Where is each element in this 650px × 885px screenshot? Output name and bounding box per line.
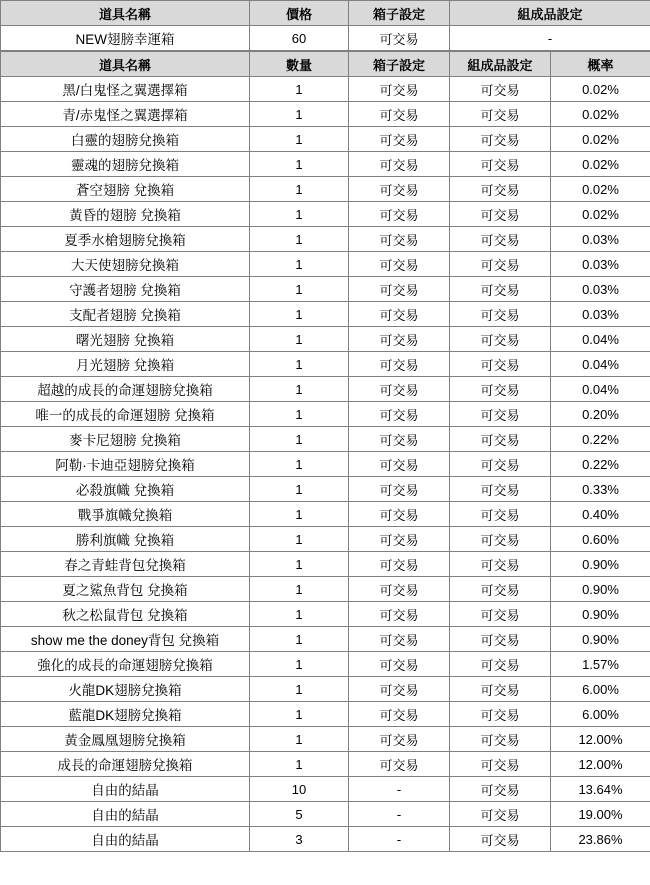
item-box-setting-cell: 可交易: [349, 402, 450, 427]
item-box-setting-cell: 可交易: [349, 427, 450, 452]
summary-column-header-3: 組成品設定: [450, 1, 650, 26]
item-quantity-cell: 1: [250, 327, 349, 352]
item-quantity-cell: 1: [250, 502, 349, 527]
table-row: [1, 627, 650, 652]
item-rate-cell: 0.33%: [551, 477, 650, 502]
item-rate-cell: 0.02%: [551, 202, 650, 227]
item-part-setting-cell: 可交易: [450, 427, 551, 452]
item-part-setting-cell: 可交易: [450, 477, 551, 502]
table-row: [1, 227, 650, 252]
drop-table-header-row: [1, 52, 650, 77]
item-quantity-cell: 1: [250, 677, 349, 702]
table-row: [1, 177, 650, 202]
item-part-setting-cell: 可交易: [450, 527, 551, 552]
item-name-cell: 大天使翅膀兌換箱: [1, 252, 250, 277]
table-row: [1, 452, 650, 477]
item-box-setting-cell: -: [349, 777, 450, 802]
item-summary-table: [0, 0, 650, 51]
summary-item-box-setting: 可交易: [349, 26, 450, 51]
item-rate-cell: 0.03%: [551, 277, 650, 302]
table-row: [1, 602, 650, 627]
item-box-setting-cell: 可交易: [349, 552, 450, 577]
item-name-cell: 勝利旗幟 兌換箱: [1, 527, 250, 552]
item-box-setting-cell: 可交易: [349, 602, 450, 627]
item-quantity-cell: 3: [250, 827, 349, 852]
item-quantity-cell: 1: [250, 102, 349, 127]
item-part-setting-cell: 可交易: [450, 452, 551, 477]
item-part-setting-cell: 可交易: [450, 102, 551, 127]
item-box-setting-cell: 可交易: [349, 252, 450, 277]
item-box-setting-cell: 可交易: [349, 102, 450, 127]
item-part-setting-cell: 可交易: [450, 302, 551, 327]
item-name-cell: 守護者翅膀 兌換箱: [1, 277, 250, 302]
item-box-setting-cell: 可交易: [349, 352, 450, 377]
item-part-setting-cell: 可交易: [450, 352, 551, 377]
item-name-cell: 曙光翅膀 兌換箱: [1, 327, 250, 352]
item-quantity-cell: 1: [250, 77, 349, 102]
table-row: [1, 277, 650, 302]
item-box-setting-cell: 可交易: [349, 227, 450, 252]
table-row: [1, 827, 650, 852]
item-quantity-cell: 5: [250, 802, 349, 827]
item-box-setting-cell: 可交易: [349, 477, 450, 502]
table-row: [1, 77, 650, 102]
table-row: [1, 102, 650, 127]
item-name-cell: 秋之松鼠背包 兌換箱: [1, 602, 250, 627]
item-part-setting-cell: 可交易: [450, 802, 551, 827]
table-row: [1, 127, 650, 152]
summary-item-part-setting: -: [450, 26, 650, 51]
table-row: [1, 202, 650, 227]
item-box-setting-cell: 可交易: [349, 327, 450, 352]
item-name-cell: 自由的結晶: [1, 802, 250, 827]
item-quantity-cell: 1: [250, 652, 349, 677]
item-quantity-cell: 1: [250, 402, 349, 427]
item-name-cell: 夏季水槍翅膀兌換箱: [1, 227, 250, 252]
table-row: [1, 352, 650, 377]
item-box-setting-cell: 可交易: [349, 302, 450, 327]
item-name-cell: 黃昏的翅膀 兌換箱: [1, 202, 250, 227]
item-rate-cell: 0.90%: [551, 602, 650, 627]
item-rate-cell: 6.00%: [551, 677, 650, 702]
table-row: [1, 552, 650, 577]
table-row: [1, 377, 650, 402]
item-rate-cell: 0.02%: [551, 77, 650, 102]
summary-item-price: 60: [250, 26, 349, 51]
item-name-cell: 阿勒·卡迪亞翅膀兌換箱: [1, 452, 250, 477]
item-rate-cell: 0.04%: [551, 377, 650, 402]
item-quantity-cell: 10: [250, 777, 349, 802]
item-part-setting-cell: 可交易: [450, 502, 551, 527]
item-part-setting-cell: 可交易: [450, 602, 551, 627]
item-rate-cell: 0.02%: [551, 102, 650, 127]
item-part-setting-cell: 可交易: [450, 552, 551, 577]
item-box-setting-cell: 可交易: [349, 177, 450, 202]
item-name-cell: 黑/白鬼怪之翼選擇箱: [1, 77, 250, 102]
item-name-cell: 青/赤鬼怪之翼選擇箱: [1, 102, 250, 127]
item-quantity-cell: 1: [250, 752, 349, 777]
item-name-cell: 超越的成長的命運翅膀兌換箱: [1, 377, 250, 402]
item-rate-cell: 0.90%: [551, 627, 650, 652]
table-row: [1, 427, 650, 452]
item-box-setting-cell: -: [349, 802, 450, 827]
item-quantity-cell: 1: [250, 627, 349, 652]
item-name-cell: 戰爭旗幟兌換箱: [1, 502, 250, 527]
item-box-setting-cell: 可交易: [349, 377, 450, 402]
item-box-setting-cell: 可交易: [349, 452, 450, 477]
item-quantity-cell: 1: [250, 477, 349, 502]
item-quantity-cell: 1: [250, 702, 349, 727]
item-rate-cell: 1.57%: [551, 652, 650, 677]
item-box-setting-cell: 可交易: [349, 127, 450, 152]
item-name-cell: 蒼空翅膀 兌換箱: [1, 177, 250, 202]
item-part-setting-cell: 可交易: [450, 777, 551, 802]
item-name-cell: 火龍DK翅膀兌換箱: [1, 677, 250, 702]
item-part-setting-cell: 可交易: [450, 652, 551, 677]
table-row: [1, 502, 650, 527]
table-row: [1, 777, 650, 802]
item-quantity-cell: 1: [250, 427, 349, 452]
item-quantity-cell: 1: [250, 302, 349, 327]
item-box-setting-cell: 可交易: [349, 77, 450, 102]
item-rate-cell: 23.86%: [551, 827, 650, 852]
item-rate-cell: 0.90%: [551, 552, 650, 577]
item-part-setting-cell: 可交易: [450, 252, 551, 277]
item-quantity-cell: 1: [250, 277, 349, 302]
item-rate-cell: 0.60%: [551, 527, 650, 552]
item-rate-cell: 0.02%: [551, 152, 650, 177]
item-box-setting-cell: 可交易: [349, 727, 450, 752]
table-row: [1, 727, 650, 752]
item-rate-cell: 0.22%: [551, 452, 650, 477]
item-quantity-cell: 1: [250, 452, 349, 477]
item-name-cell: 夏之鯊魚背包 兌換箱: [1, 577, 250, 602]
item-box-setting-cell: 可交易: [349, 652, 450, 677]
item-part-setting-cell: 可交易: [450, 677, 551, 702]
table-row: [1, 702, 650, 727]
item-box-setting-cell: 可交易: [349, 277, 450, 302]
summary-column-header-0: 道具名稱: [1, 1, 250, 26]
table-row: [1, 652, 650, 677]
item-name-cell: 唯一的成長的命運翅膀 兌換箱: [1, 402, 250, 427]
drop-column-header-2: 箱子設定: [349, 52, 450, 77]
item-name-cell: 必殺旗幟 兌換箱: [1, 477, 250, 502]
item-name-cell: 成長的命運翅膀兌換箱: [1, 752, 250, 777]
item-quantity-cell: 1: [250, 352, 349, 377]
item-part-setting-cell: 可交易: [450, 577, 551, 602]
item-rate-cell: 13.64%: [551, 777, 650, 802]
item-quantity-cell: 1: [250, 227, 349, 252]
item-box-setting-cell: 可交易: [349, 752, 450, 777]
item-name-cell: 白靈的翅膀兌換箱: [1, 127, 250, 152]
item-quantity-cell: 1: [250, 527, 349, 552]
item-quantity-cell: 1: [250, 152, 349, 177]
item-rate-cell: 0.90%: [551, 577, 650, 602]
drop-column-header-3: 組成品設定: [450, 52, 551, 77]
item-box-setting-cell: -: [349, 827, 450, 852]
item-part-setting-cell: 可交易: [450, 227, 551, 252]
item-name-cell: 支配者翅膀 兌換箱: [1, 302, 250, 327]
item-name-cell: 黃金鳳凰翅膀兌換箱: [1, 727, 250, 752]
item-name-cell: show me the doney背包 兌換箱: [1, 627, 250, 652]
item-box-setting-cell: 可交易: [349, 627, 450, 652]
item-quantity-cell: 1: [250, 377, 349, 402]
item-part-setting-cell: 可交易: [450, 77, 551, 102]
item-box-setting-cell: 可交易: [349, 527, 450, 552]
item-rate-cell: 0.03%: [551, 252, 650, 277]
drop-column-header-1: 數量: [250, 52, 349, 77]
item-part-setting-cell: 可交易: [450, 177, 551, 202]
item-rate-cell: 0.03%: [551, 227, 650, 252]
summary-column-header-2: 箱子設定: [349, 1, 450, 26]
item-quantity-cell: 1: [250, 127, 349, 152]
item-rate-cell: 12.00%: [551, 752, 650, 777]
item-part-setting-cell: 可交易: [450, 627, 551, 652]
item-rate-cell: 0.02%: [551, 177, 650, 202]
table-row: [1, 402, 650, 427]
drop-rate-table: [0, 51, 650, 852]
item-part-setting-cell: 可交易: [450, 277, 551, 302]
item-name-cell: 月光翅膀 兌換箱: [1, 352, 250, 377]
item-rate-cell: 0.04%: [551, 327, 650, 352]
item-quantity-cell: 1: [250, 202, 349, 227]
table-row: [1, 752, 650, 777]
item-name-cell: 麥卡尼翅膀 兌換箱: [1, 427, 250, 452]
table-row: [1, 327, 650, 352]
summary-item-name: NEW翅膀幸運箱: [1, 26, 250, 51]
item-name-cell: 靈魂的翅膀兌換箱: [1, 152, 250, 177]
item-part-setting-cell: 可交易: [450, 727, 551, 752]
item-quantity-cell: 1: [250, 577, 349, 602]
item-box-setting-cell: 可交易: [349, 502, 450, 527]
item-rate-cell: 0.22%: [551, 427, 650, 452]
item-part-setting-cell: 可交易: [450, 827, 551, 852]
item-part-setting-cell: 可交易: [450, 327, 551, 352]
table-row: [1, 302, 650, 327]
item-quantity-cell: 1: [250, 177, 349, 202]
item-box-setting-cell: 可交易: [349, 702, 450, 727]
item-box-setting-cell: 可交易: [349, 152, 450, 177]
item-quantity-cell: 1: [250, 727, 349, 752]
summary-header-row: [1, 1, 650, 26]
item-box-setting-cell: 可交易: [349, 677, 450, 702]
table-row: [1, 677, 650, 702]
table-row: [1, 477, 650, 502]
table-row: [1, 527, 650, 552]
item-part-setting-cell: 可交易: [450, 377, 551, 402]
item-box-setting-cell: 可交易: [349, 577, 450, 602]
item-quantity-cell: 1: [250, 252, 349, 277]
item-rate-cell: 6.00%: [551, 702, 650, 727]
item-quantity-cell: 1: [250, 552, 349, 577]
item-rate-cell: 0.40%: [551, 502, 650, 527]
item-name-cell: 強化的成長的命運翅膀兌換箱: [1, 652, 250, 677]
item-rate-cell: 12.00%: [551, 727, 650, 752]
drop-column-header-4: 概率: [551, 52, 650, 77]
item-quantity-cell: 1: [250, 602, 349, 627]
item-part-setting-cell: 可交易: [450, 152, 551, 177]
item-name-cell: 自由的結晶: [1, 777, 250, 802]
item-part-setting-cell: 可交易: [450, 127, 551, 152]
table-row: [1, 252, 650, 277]
item-part-setting-cell: 可交易: [450, 752, 551, 777]
table-row: [1, 802, 650, 827]
item-part-setting-cell: 可交易: [450, 702, 551, 727]
item-rate-cell: 0.20%: [551, 402, 650, 427]
item-rate-cell: 19.00%: [551, 802, 650, 827]
summary-table-row: [1, 26, 650, 51]
item-part-setting-cell: 可交易: [450, 402, 551, 427]
item-name-cell: 藍龍DK翅膀兌換箱: [1, 702, 250, 727]
item-name-cell: 自由的結晶: [1, 827, 250, 852]
table-row: [1, 577, 650, 602]
item-rate-cell: 0.03%: [551, 302, 650, 327]
table-row: [1, 152, 650, 177]
item-rate-cell: 0.02%: [551, 127, 650, 152]
item-part-setting-cell: 可交易: [450, 202, 551, 227]
drop-column-header-0: 道具名稱: [1, 52, 250, 77]
summary-column-header-1: 價格: [250, 1, 349, 26]
item-box-setting-cell: 可交易: [349, 202, 450, 227]
item-rate-cell: 0.04%: [551, 352, 650, 377]
item-name-cell: 春之青蛙背包兌換箱: [1, 552, 250, 577]
